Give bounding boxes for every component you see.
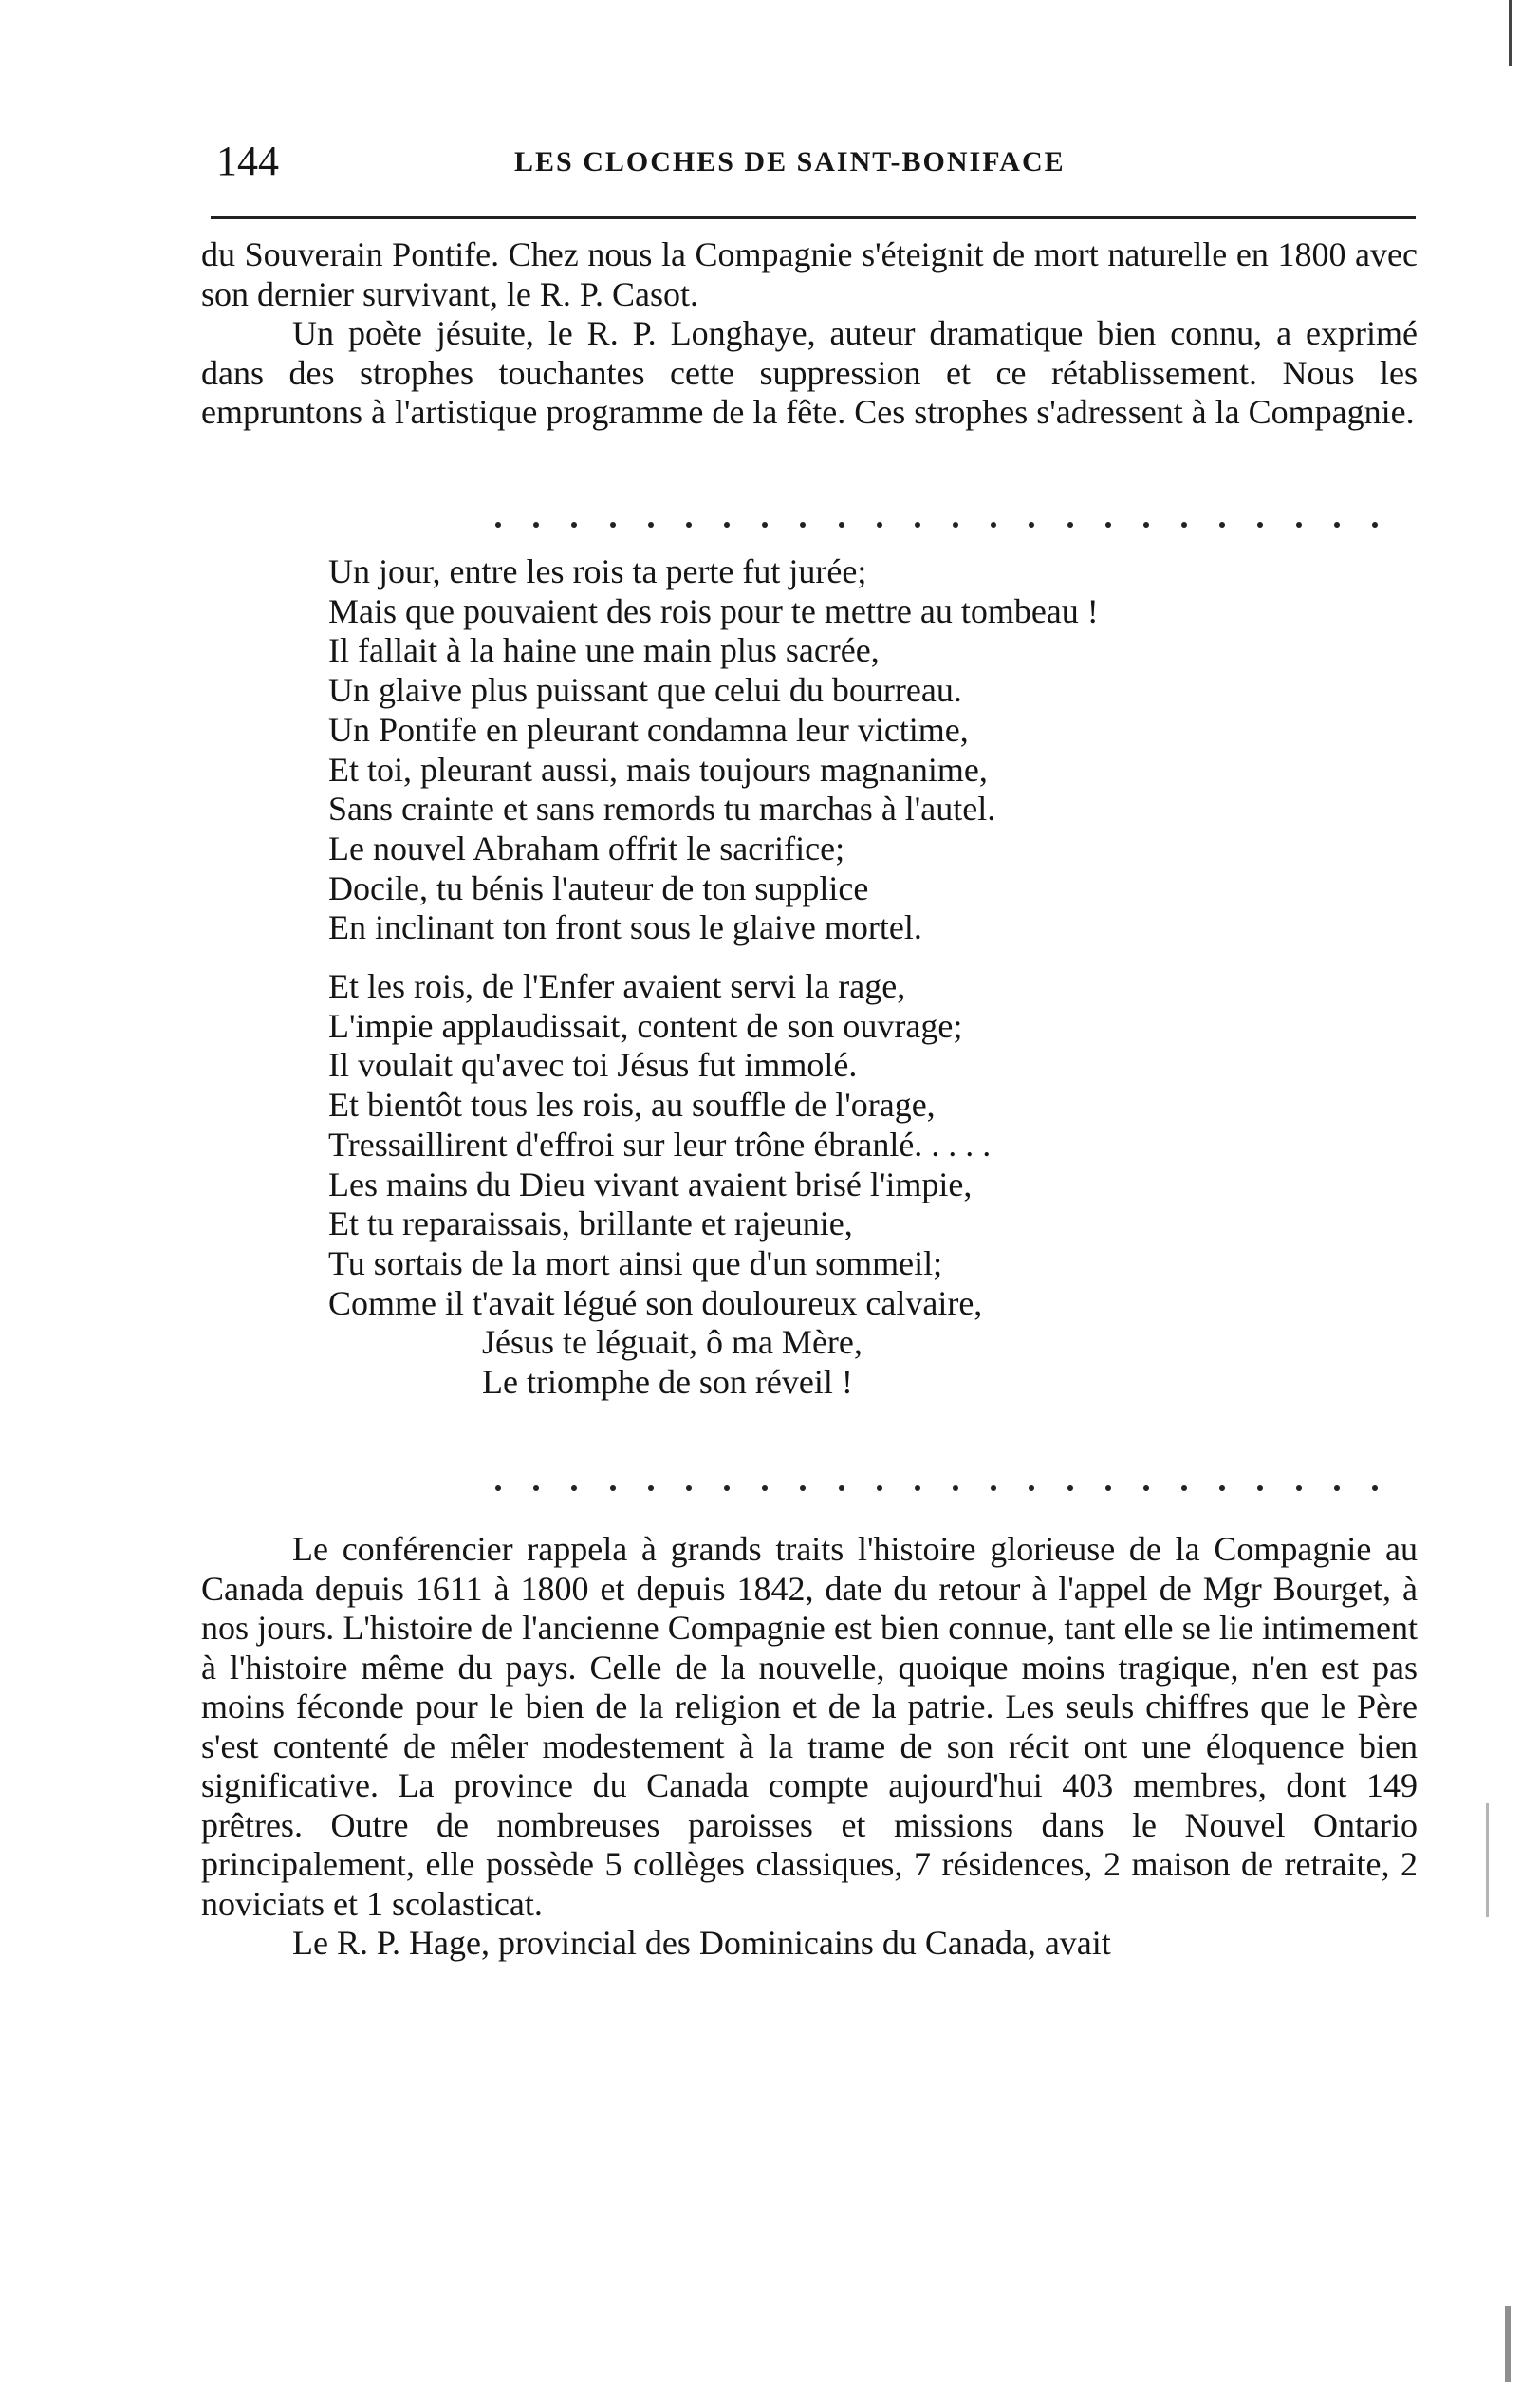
poem-line: Et les rois, de l'Enfer avaient servi la rage, — [328, 967, 906, 1006]
poem-stanza-2 — [328, 967, 1277, 1403]
page-number: 144 — [216, 138, 279, 184]
poem-line: Et tu reparaissais, brillante et rajeunie, — [328, 1204, 853, 1243]
intro-paragraph: du Souverain Pontife. Chez nous la Compagnie s'éteignit de mort naturelle en 1800 avec son dernier survivant, le R. P. Casot. — [201, 235, 1418, 313]
poem-line: Un jour, entre les rois ta perte fut jurée; — [328, 552, 867, 590]
poem-line-indented: Jésus te léguait, ô ma Mère, — [482, 1323, 863, 1362]
poem-line: Les mains du Dieu vivant avaient brisé l'impie, — [328, 1165, 973, 1203]
scan-edge-mark — [1505, 2306, 1511, 2382]
dotted-separator-bottom — [495, 1474, 1378, 1502]
poem-line: Mais que pouvaient des rois pour te mettre au tombeau ! — [328, 591, 1099, 630]
poem-stanza-1 — [328, 552, 1277, 948]
closing-text — [201, 1530, 1418, 1964]
page-header — [211, 133, 1416, 190]
header-rule — [211, 216, 1416, 219]
poem-line: L'impie applaudissait, content de son ouvrage; — [328, 1006, 963, 1045]
closing-paragraph: Le conférencier rappela à grands traits l'histoire glorieuse de la Compagnie au Canada depuis 1611 à 1800 et depuis 1842, date du retour à l'appel de Mgr Bourget, à nos jours. L'histoire de l'ancienne Compagnie est bien connue, tant elle se lie intimement à l'histoire même du pays. Celle de la nouvelle, quoique moins tragique, n'en est pas moins féconde pour le bien de la religion et de la patrie. Les seuls chiffres que le Père s'est contenté de mêler modestement à la trame de son récit ont une éloquence bien significative. La province du Canada compte aujourd'hui 403 membres, dont 149 prêtres. Outre de nombreuses paroisses et missions dans le Nouvel Ontario principalement, elle possède 5 collèges classiques, 7 résidences, 2 maison de retraite, 2 noviciats et 1 scolasticat. — [201, 1530, 1418, 1923]
scan-edge-mark — [1486, 1803, 1489, 1917]
poem-line: Comme il t'avait légué son douloureux calvaire, — [328, 1283, 983, 1322]
poem — [328, 552, 1277, 1403]
poem-line: Un Pontife en pleurant condamna leur victime, — [328, 710, 969, 749]
dotted-separator-top — [495, 511, 1378, 539]
scan-edge-mark — [1509, 0, 1512, 66]
poem-line: Il voulait qu'avec toi Jésus fut immolé. — [328, 1046, 858, 1085]
intro-paragraph: Un poète jésuite, le R. P. Longhaye, auteur dramatique bien connu, a exprimé dans des strophes touchantes cette suppression et ce rétablissement. Nous les empruntons à l'artistique programme de la fête. Ces strophes s'adressent à la Compagnie. — [201, 314, 1418, 431]
poem-line: Un glaive plus puissant que celui du bourreau. — [328, 671, 962, 710]
poem-line: Sans crainte et sans remords tu marchas à l'autel. — [328, 790, 996, 829]
poem-line: Et toi, pleurant aussi, mais toujours magnanime, — [328, 750, 988, 789]
running-title: LES CLOCHES DE SAINT-BONIFACE — [514, 146, 1066, 177]
poem-line: En inclinant ton front sous le glaive mortel. — [328, 908, 922, 947]
intro-text — [201, 235, 1418, 433]
poem-line: Le nouvel Abraham offrit le sacrifice; — [328, 829, 845, 867]
poem-line: Docile, tu bénis l'auteur de ton supplice — [328, 868, 869, 907]
closing-paragraph: Le R. P. Hage, provincial des Dominicains du Canada, avait — [292, 1924, 1111, 1962]
poem-line-indented: Le triomphe de son réveil ! — [482, 1363, 853, 1402]
poem-line: Il fallait à la haine une main plus sacrée, — [328, 631, 880, 670]
poem-line: Et bientôt tous les rois, au souffle de l'orage, — [328, 1086, 936, 1125]
poem-line: Tu sortais de la mort ainsi que d'un sommeil; — [328, 1243, 943, 1282]
poem-line: Tressaillirent d'effroi sur leur trône ébranlé. . . . . — [328, 1125, 992, 1164]
